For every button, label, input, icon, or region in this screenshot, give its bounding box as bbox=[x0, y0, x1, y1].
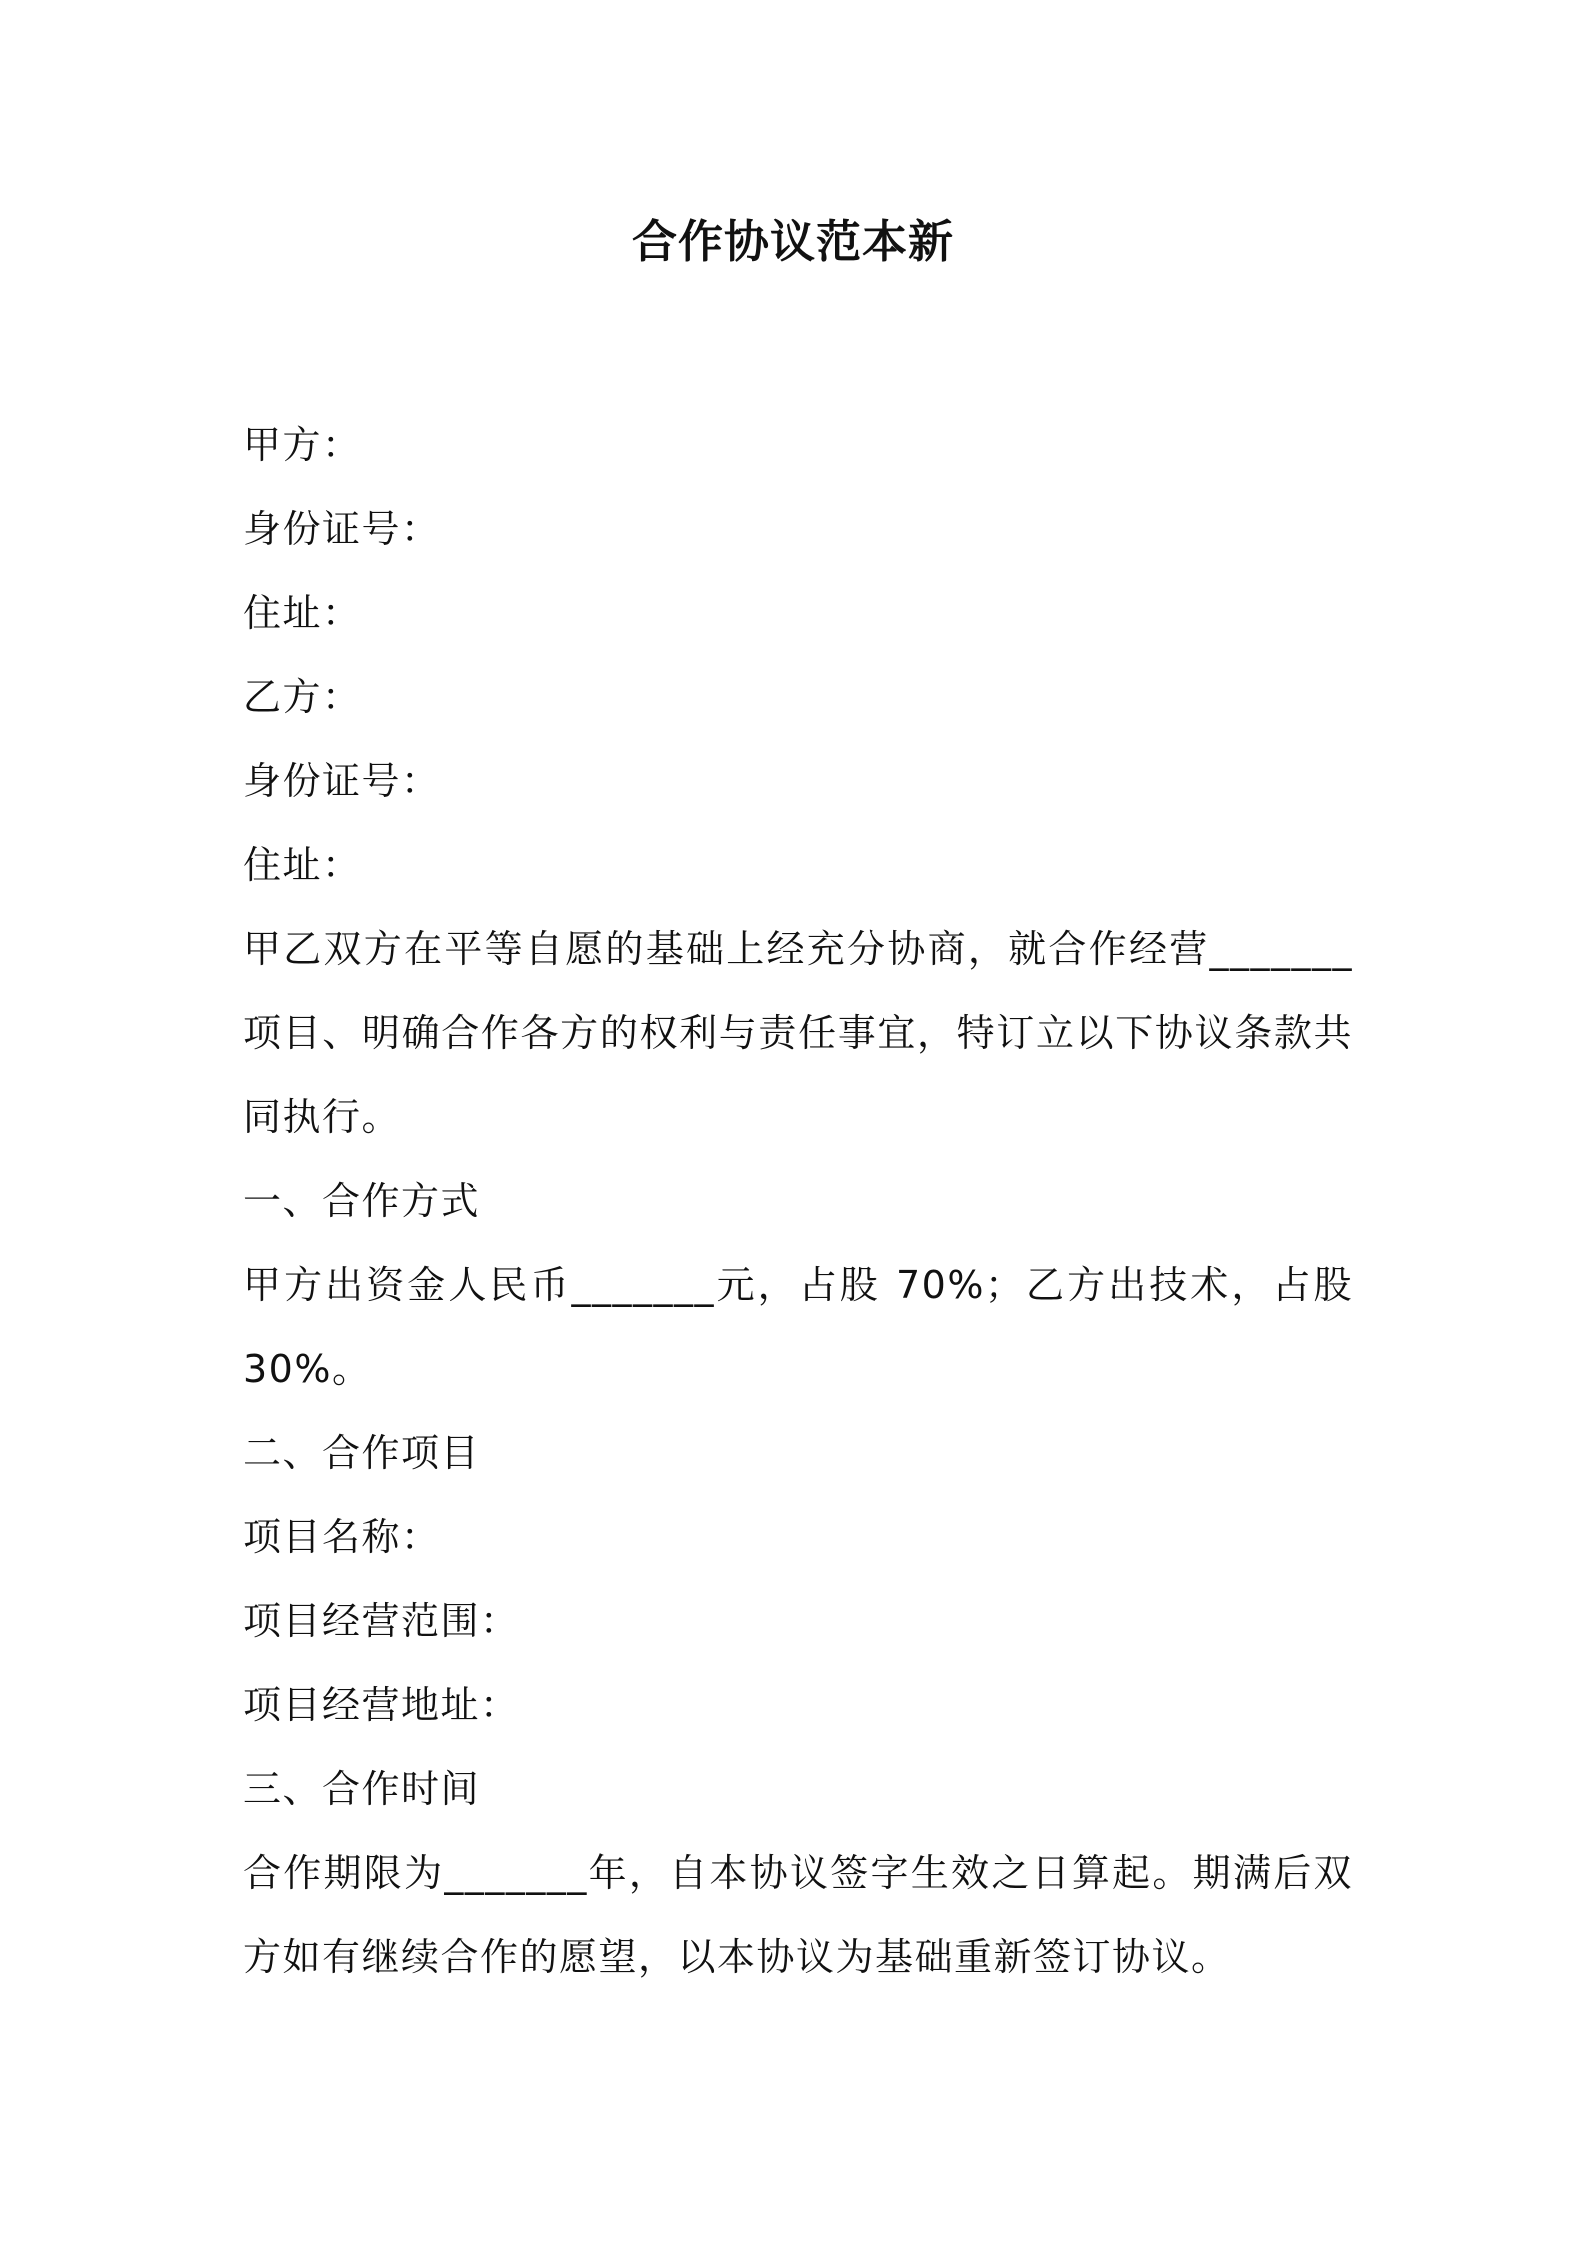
cooperation-time-line-2: 方如有继续合作的愿望，以本协议为基础重新签订协议。 bbox=[243, 1935, 1231, 1979]
section-heading-cooperation-project: 二、合作项目 bbox=[243, 1431, 481, 1475]
document-title: 合作协议范本新 bbox=[631, 215, 954, 268]
document-body bbox=[243, 403, 1363, 1999]
intro-paragraph-line-3: 同执行。 bbox=[243, 1095, 402, 1139]
party-b-address-label: 住址： bbox=[243, 843, 362, 887]
party-a-label: 甲方： bbox=[243, 423, 362, 467]
cooperation-time-line-1: 合作期限为_______年，自本协议签字生效之日算起。期满后双 bbox=[243, 1851, 1353, 1895]
project-address-label: 项目经营地址： bbox=[243, 1683, 520, 1727]
party-a-id-label: 身份证号： bbox=[243, 507, 441, 551]
project-name-label: 项目名称： bbox=[243, 1515, 441, 1559]
intro-paragraph-line-1: 甲乙双方在平等自愿的基础上经充分协商，就合作经营_______ bbox=[243, 927, 1353, 971]
intro-paragraph-line-2: 项目、明确合作各方的权利与责任事宜，特订立以下协议条款共 bbox=[243, 1011, 1353, 1055]
cooperation-method-line-1: 甲方出资金人民币_______元，占股 70%；乙方出技术，占股 bbox=[243, 1263, 1353, 1307]
section-heading-cooperation-method: 一、合作方式 bbox=[243, 1179, 481, 1223]
party-a-address-label: 住址： bbox=[243, 591, 362, 635]
section-heading-cooperation-time: 三、合作时间 bbox=[243, 1767, 481, 1811]
party-b-id-label: 身份证号： bbox=[243, 759, 441, 803]
cooperation-method-line-2: 30%。 bbox=[243, 1347, 372, 1391]
project-scope-label: 项目经营范围： bbox=[243, 1599, 520, 1643]
party-b-label: 乙方： bbox=[243, 675, 362, 719]
